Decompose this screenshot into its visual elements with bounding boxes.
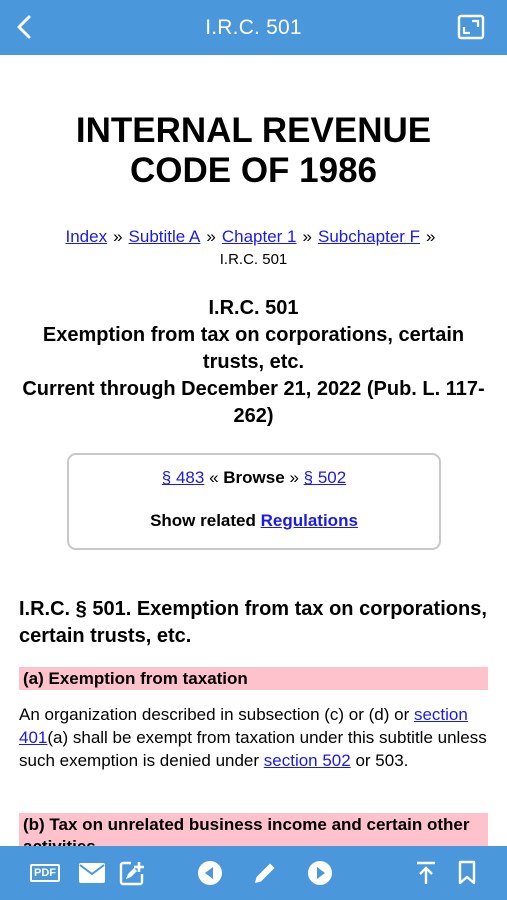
bookmark-button[interactable] xyxy=(452,859,482,887)
document-title xyxy=(0,111,507,191)
next-icon xyxy=(307,860,333,886)
subsection-a-heading: (a) Exemption from taxation xyxy=(19,667,488,690)
chevron-left-icon xyxy=(15,14,33,40)
browse-prev-separator: « xyxy=(209,468,219,487)
paragraph-text: or 503. xyxy=(350,751,409,770)
back-button[interactable] xyxy=(10,12,38,42)
previous-button[interactable] xyxy=(195,859,225,887)
mail-button[interactable] xyxy=(77,859,107,887)
add-note-button[interactable] xyxy=(118,859,148,887)
mail-icon xyxy=(79,863,105,883)
document-content[interactable] xyxy=(0,55,507,846)
regulations-link[interactable]: Regulations xyxy=(260,511,358,530)
breadcrumb-separator: » xyxy=(302,227,312,246)
heading-code: I.R.C. 501 xyxy=(208,297,299,319)
breadcrumb-separator: » xyxy=(206,227,216,246)
top-navigation-bar xyxy=(0,0,507,55)
fullscreen-icon xyxy=(457,14,485,40)
section-heading xyxy=(10,295,497,430)
browse-box xyxy=(67,453,441,550)
bookmark-icon xyxy=(457,860,477,886)
section-title: I.R.C. § 501. Exemption from tax on corporations, certain trusts, etc. xyxy=(19,598,487,647)
browse-next-separator: » xyxy=(289,468,299,487)
section-502-link[interactable]: section 502 xyxy=(263,751,351,770)
document-title-line-1: INTERNAL REVENUE xyxy=(75,111,432,150)
page-title: I.R.C. 501 xyxy=(205,15,302,39)
breadcrumb-separator: » xyxy=(426,227,436,246)
breadcrumb xyxy=(0,225,507,271)
next-button[interactable] xyxy=(305,859,335,887)
section-401-link[interactable]: section 401 xyxy=(19,705,468,747)
edit-icon xyxy=(252,860,278,886)
fullscreen-button[interactable] xyxy=(457,14,485,40)
paragraph-text: An organization described in subsection (c) or (d) or xyxy=(19,705,414,724)
pdf-icon: PDF xyxy=(30,864,60,882)
heading-currency: Current through December 21, 2022 (Pub. L. 117-262) xyxy=(22,378,485,427)
related-label: Show related xyxy=(150,511,256,530)
previous-icon xyxy=(197,860,223,886)
breadcrumb-subchapter-link[interactable]: Subchapter F xyxy=(317,227,421,246)
bottom-toolbar xyxy=(0,846,507,900)
browse-row xyxy=(69,468,439,488)
edit-button[interactable] xyxy=(250,859,280,887)
add-note-icon xyxy=(120,860,146,886)
next-section-link[interactable]: § 502 xyxy=(303,468,347,487)
paragraph-text: (a) shall be exempt from taxation under this subtitle unless such exemption is denied under xyxy=(19,728,487,770)
heading-description: Exemption from tax on corporations, certain trusts, etc. xyxy=(42,324,465,373)
breadcrumb-index-link[interactable]: Index xyxy=(65,227,108,246)
browse-label: Browse xyxy=(223,468,285,487)
scroll-top-button[interactable] xyxy=(411,859,441,887)
document-title-line-2: CODE OF 1986 xyxy=(129,151,378,190)
previous-section-link[interactable]: § 483 xyxy=(161,468,205,487)
breadcrumb-separator: » xyxy=(113,227,123,246)
pdf-button[interactable] xyxy=(27,859,63,887)
breadcrumb-subtitle-link[interactable]: Subtitle A xyxy=(128,227,201,246)
breadcrumb-current: I.R.C. 501 xyxy=(219,251,288,268)
subsection-a-text xyxy=(19,703,489,772)
related-row xyxy=(69,511,439,531)
scroll-top-icon xyxy=(414,860,438,886)
breadcrumb-chapter-link[interactable]: Chapter 1 xyxy=(221,227,297,246)
subsection-b-heading: (b) Tax on unrelated business income and certain other xyxy=(19,813,488,853)
